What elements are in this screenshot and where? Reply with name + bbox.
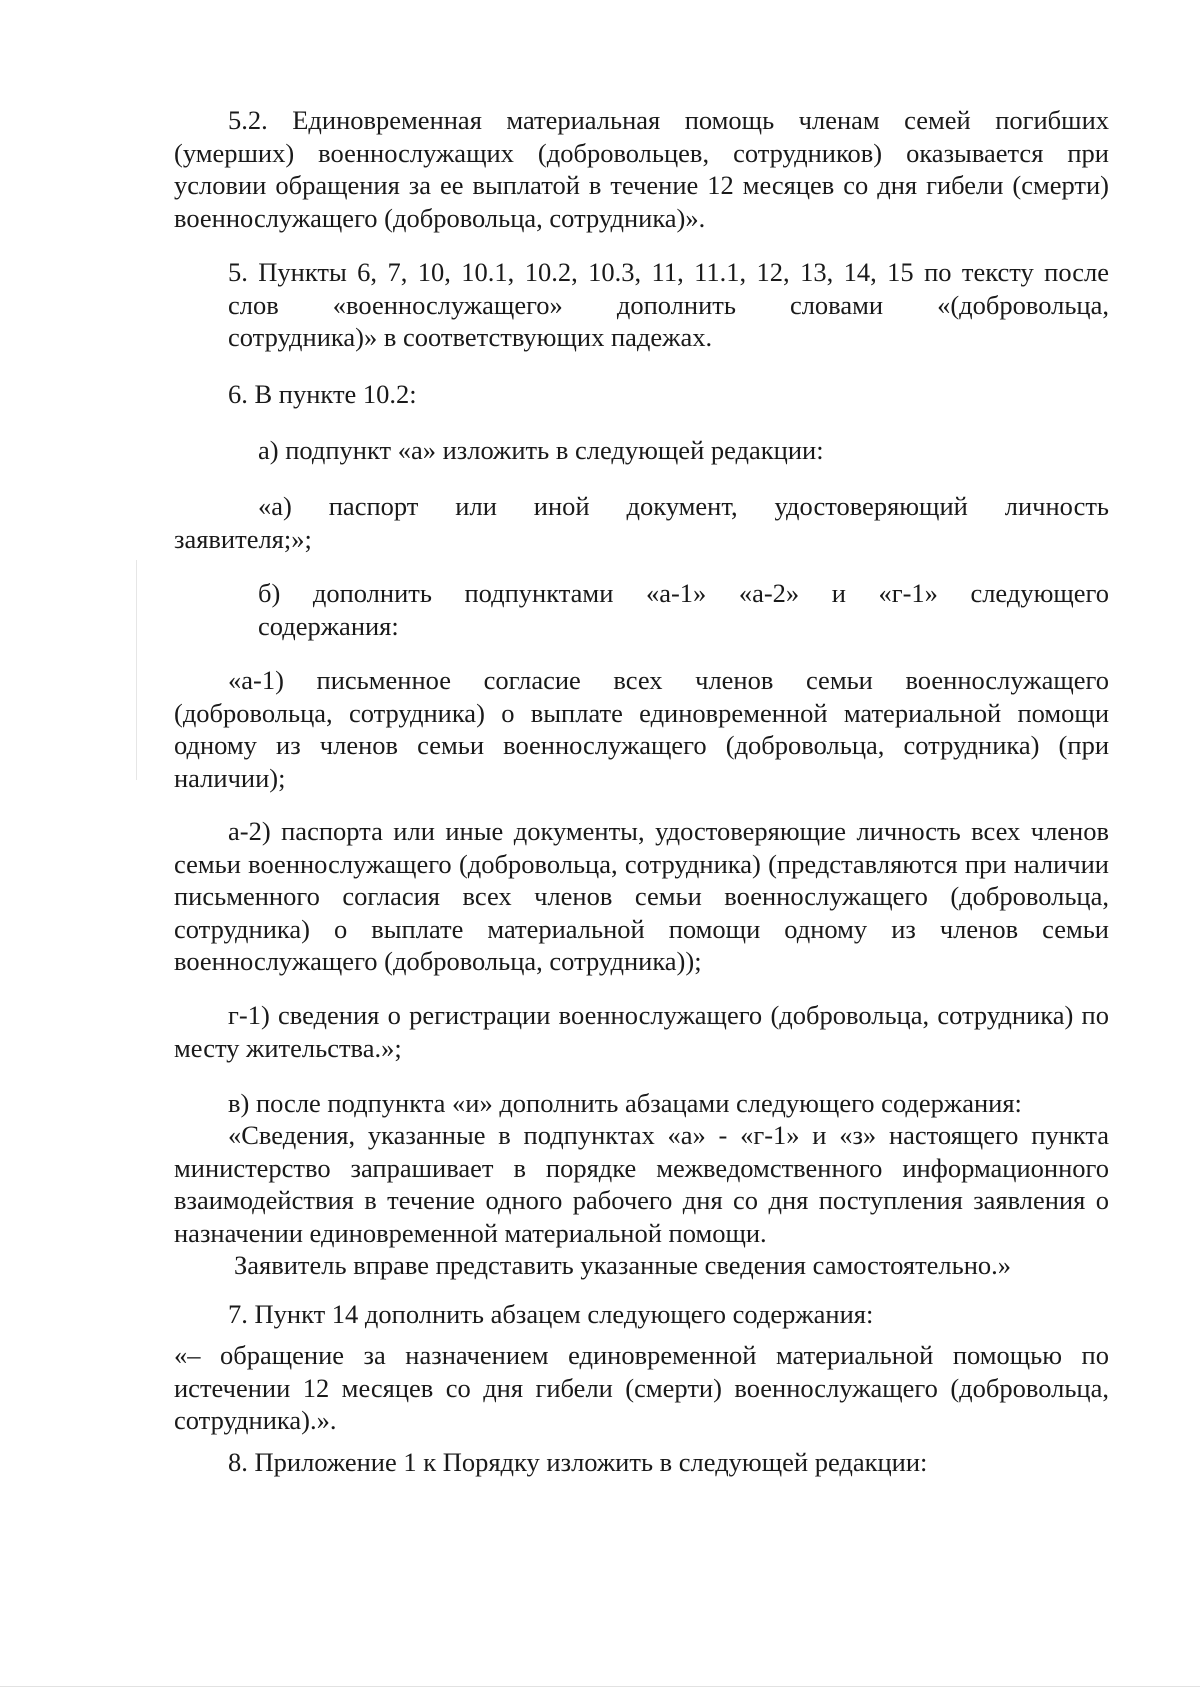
paragraph-7: 7. Пункт 14 дополнить абзацем следующего содержания: bbox=[228, 1299, 874, 1329]
scan-edge-left bbox=[136, 560, 137, 780]
subparagraph-6b-line-1: б) дополнить подпунктами «а-1» «а-2» и «г-1» следующего bbox=[258, 578, 1109, 608]
paragraph-5-line-3: сотрудника)» в соответствующих падежах. bbox=[228, 322, 713, 352]
paragraph-5-2: 5.2. Единовременная материальная помощь членам семей погибших (умерших) военнослужащих (добровольцев, сотрудников) оказывается при условии обращения за ее выплатой в течение 12 месяцев со дня гибели (смерти) военнослужащего (добровольца, сотрудника)». bbox=[174, 105, 1109, 233]
subparagraph-v: в) после подпункта «и» дополнить абзацами следующего содержания: bbox=[228, 1088, 1022, 1118]
scan-edge-bottom bbox=[0, 1686, 1200, 1689]
subparagraph-v-quote-2: Заявитель вправе представить указанные сведения самостоятельно.» bbox=[234, 1250, 1012, 1280]
subparagraph-6b-line-2: содержания: bbox=[258, 610, 399, 641]
subparagraph-6a-quote: «а) паспорт или иной документ, удостоверяющий личность заявителя;»; bbox=[174, 491, 1109, 554]
paragraph-5-items bbox=[228, 256, 1109, 354]
subparagraph-a1: «а-1) письменное согласие всех членов семьи военнослужащего (добровольца, сотрудника) о выплате единовременной материальной помощи одному из членов семьи военнослужащего (добровольца, сотрудника) (при наличии); bbox=[174, 665, 1109, 793]
subparagraph-g1: г-1) сведения о регистрации военнослужащего (добровольца, сотрудника) по месту жительства.»; bbox=[174, 1000, 1109, 1063]
paragraph-7-quote: «– обращение за назначением единовременной материальной помощью по истечении 12 месяцев со дня гибели (смерти) военнослужащего (добровольца, сотрудника).». bbox=[174, 1340, 1109, 1435]
subparagraph-6b bbox=[258, 577, 1109, 642]
paragraph-8: 8. Приложение 1 к Порядку изложить в следующей редакции: bbox=[228, 1447, 928, 1477]
paragraph-6-heading: 6. В пункте 10.2: bbox=[228, 379, 417, 409]
subparagraph-a2: а-2) паспорта или иные документы, удостоверяющие личность всех членов семьи военнослужащего (добровольца, сотрудника) (представляются при наличии письменного согласия всех членов семьи военнослужащего (добровольца, сотрудника) о выплате материальной помощи одному из членов семьи военнослужащего (добровольца, сотрудника)); bbox=[174, 816, 1109, 976]
paragraph-5-line-2: слов «военнослужащего» дополнить словами «(добровольца, bbox=[228, 289, 1109, 320]
subparagraph-v-quote: «Сведения, указанные в подпунктах «а» - «г-1» и «з» настоящего пункта министерство запрашивает в порядке межведомственного информационного взаимодействия в течение одного рабочего дня со дня поступления заявления о назначении единовременной материальной помощи. bbox=[174, 1120, 1109, 1248]
paragraph-5-line-1: 5. Пункты 6, 7, 10, 10.1, 10.2, 10.3, 11, 11.1, 12, 13, 14, 15 по тексту после bbox=[228, 257, 1109, 287]
subparagraph-6a: а) подпункт «а» изложить в следующей редакции: bbox=[258, 435, 824, 465]
